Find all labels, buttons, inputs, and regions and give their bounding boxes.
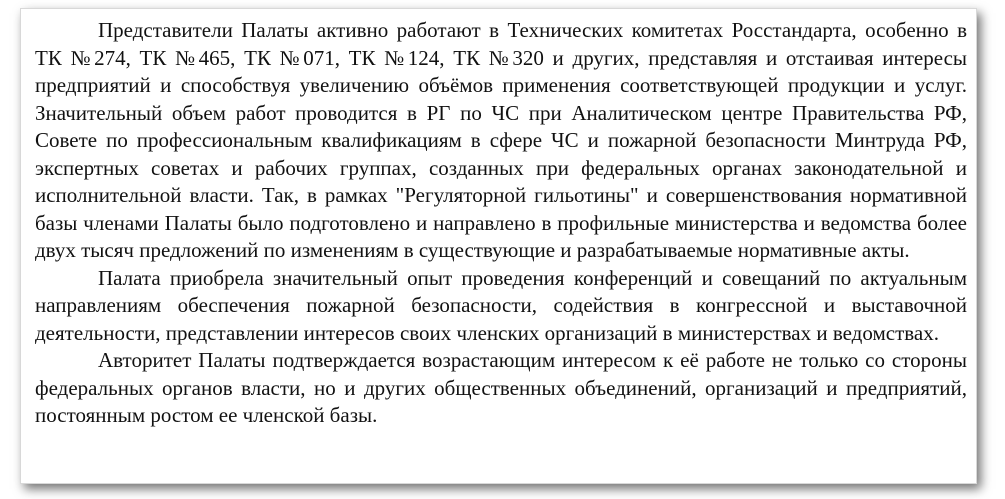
paragraph-conferences: Палата приобрела значительный опыт проведения конференций и совещаний по актуальным направлениям обеспечения пожарной безопасности, содействия в конгрессной и выставочной деятельности, представлении интересов своих членских организаций в министерствах и ведомствах.	[35, 265, 967, 345]
document-page	[20, 8, 977, 484]
document-body	[35, 17, 967, 430]
paragraph-authority: Авторитет Палаты подтверждается возрастающим интересом к её работе не только со стороны федеральных органов власти, но и других общественных объединений, организаций и предприятий, постоянным ростом ее членской базы.	[35, 348, 967, 427]
paragraph-tech-committees: Представители Палаты активно работают в Технических комитетах Росстандарта, особенно в ТК №274, ТК №465, ТК №071, ТК №124, ТК №320 и других, представляя и отстаивая интересы предприятий и способствуя увеличению объёмов применения соответствующей продукции и услуг. Значительный объем работ проводится в РГ по ЧС при Аналитическом центре Правительства РФ, Совете по профессиональным квалификациям в сфере ЧС и пожарной безопасности Минтруда РФ, экспертных советах и рабочих группах, созданных при федеральных органах законодательной и исполнительной власти. Так, в рамках "Регуляторной гильотины" и совершенствования нормативной базы членами Палаты было подготовлено и направлено в профильные министерства и ведомства более двух тысяч предложений по изменениям в существующие и разрабатываемые нормативные акты.	[35, 18, 967, 262]
